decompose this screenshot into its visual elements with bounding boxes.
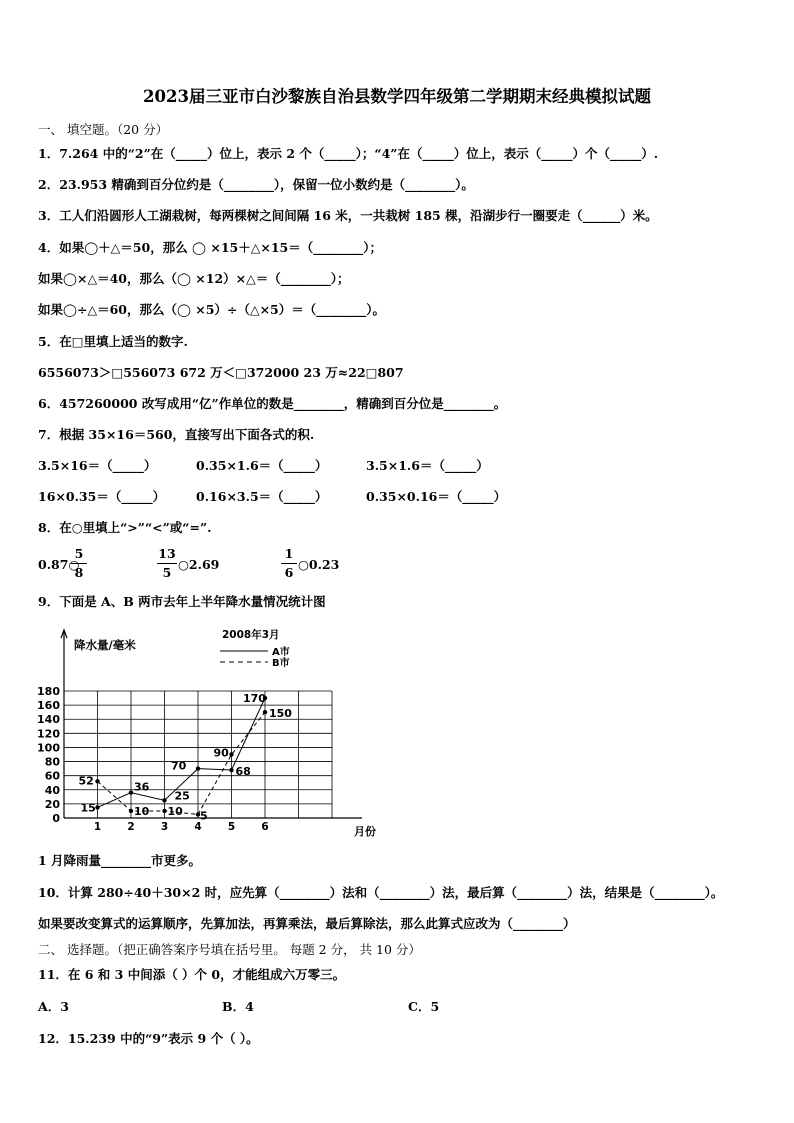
- fraction-numerator: 13: [158, 546, 176, 561]
- y-tick-label: 140: [37, 713, 60, 727]
- question-7: 7．根据 35×16＝560，直接写出下面各式的积.: [38, 427, 315, 442]
- data-point: [162, 798, 166, 802]
- data-point: [95, 805, 99, 809]
- data-label: 25: [174, 789, 190, 803]
- x-tick-label: 6: [261, 821, 269, 833]
- fraction-numerator: 5: [74, 546, 84, 561]
- question-11: 11．在 6 和 3 中间添（ ）个 0，才能组成六万零三。: [38, 967, 346, 982]
- y-tick-label: 80: [44, 755, 60, 769]
- data-label: 170: [243, 692, 266, 706]
- q8-b-fraction: [157, 547, 177, 580]
- x-tick-label: 5: [227, 821, 236, 833]
- question-4c: 如果◯÷△＝60，那么（◯ ×5）÷（△×5）＝（________）。: [38, 302, 385, 317]
- data-label: 15: [80, 801, 96, 815]
- data-point: [95, 779, 99, 783]
- y-tick-label: 60: [44, 769, 60, 783]
- question-6: 6．457260000 改写成用“亿”作单位的数是________，精确到百分位是________。: [38, 396, 507, 411]
- question-9-fill: 1 月降雨量________市更多。: [38, 853, 202, 868]
- y-tick-label: 40: [44, 783, 60, 797]
- q8-a-left: 0.87○: [38, 557, 80, 572]
- x-tick-label: 1: [93, 821, 102, 833]
- y-tick-label: 0: [52, 812, 60, 825]
- x-axis-label: 月份: [354, 825, 376, 838]
- data-label: 52: [78, 774, 94, 788]
- data-point: [129, 790, 133, 794]
- data-label: 10: [167, 804, 183, 818]
- q8-c-fraction: [281, 547, 297, 580]
- x-tick-label: 3: [160, 821, 169, 833]
- data-point: [263, 710, 267, 714]
- fraction-bar: [281, 563, 297, 564]
- q7-item: 0.35×0.16＝（_____）: [366, 489, 507, 504]
- x-tick-label: 4: [194, 821, 202, 833]
- fraction-bar: [157, 563, 177, 564]
- x-tick-label: 2: [127, 821, 135, 833]
- section-choice-heading: 二、 选择题。（把正确答案序号填在括号里。 每题 2 分， 共 10 分）: [38, 942, 421, 957]
- legend-label: A市: [272, 647, 290, 658]
- y-tick-label: 100: [37, 741, 60, 755]
- q8-c-right: ○0.23: [298, 557, 340, 572]
- fraction-denominator: 8: [74, 565, 84, 580]
- y-axis-label: 降水量/毫米: [74, 638, 136, 652]
- data-label: 70: [171, 759, 187, 773]
- data-label: 68: [235, 765, 251, 779]
- q8-b-right: ○2.69: [178, 557, 220, 572]
- question-10a: 10．计算 280÷40＋30×2 时，应先算（________）法和（________）法，最后算（________）法，结果是（________）。: [38, 885, 724, 900]
- question-5-items: 6556073＞□556073 672 万＜□372000 23 万≈22□807: [38, 365, 404, 380]
- y-tick-label: 20: [44, 797, 60, 811]
- data-label: 150: [269, 707, 292, 721]
- rainfall-line-chart: [30, 620, 376, 842]
- q8-a-fraction: [71, 547, 87, 580]
- y-tick-label: 160: [37, 699, 60, 713]
- question-4b: 如果◯×△＝40，那么（◯ ×12）×△＝（________）；: [38, 271, 350, 286]
- data-point: [196, 766, 200, 770]
- question-5: 5．在□里填上适当的数字.: [38, 334, 188, 349]
- question-10b: 如果要改变算式的运算顺序，先算加法，再算乘法，最后算除法，那么此算式应改为（________）: [38, 916, 576, 931]
- q7-item: 16×0.35＝（_____）: [38, 489, 166, 504]
- data-point: [229, 768, 233, 772]
- data-point: [162, 809, 166, 813]
- fraction-numerator: 1: [284, 546, 294, 561]
- fraction-denominator: 6: [284, 565, 294, 580]
- question-4a: 4．如果◯＋△＝50，那么 ◯ ×15＋△×15＝（________）；: [38, 240, 382, 255]
- fraction-denominator: 5: [162, 565, 172, 580]
- chart-title: 2008年3月: [222, 629, 280, 641]
- q7-item: 0.16×3.5＝（_____）: [196, 489, 328, 504]
- data-label: 5: [200, 809, 208, 823]
- data-point: [129, 809, 133, 813]
- q7-item: 3.5×1.6＝（_____）: [366, 458, 489, 473]
- data-label: 36: [134, 780, 150, 794]
- data-label: 90: [213, 746, 229, 760]
- q7-item: 3.5×16＝（_____）: [38, 458, 157, 473]
- fraction-bar: [71, 563, 87, 564]
- data-label: 10: [134, 804, 150, 818]
- question-1: 1．7.264 中的“2”在（_____）位上，表示 2 个（_____）；“4”在（_____）位上，表示（_____）个（_____）.: [38, 146, 659, 161]
- q7-item: 0.35×1.6＝（_____）: [196, 458, 328, 473]
- question-3: 3．工人们沿圆形人工湖栽树，每两棵树之间间隔 16 米，一共栽树 185 棵，沿湖步行一圈要走（______）米。: [38, 208, 658, 223]
- section-fill-in-heading: 一、 填空题。（20 分）: [38, 122, 169, 137]
- data-point: [229, 752, 233, 756]
- q11-option-a: A．3: [38, 999, 69, 1014]
- y-tick-label: 120: [37, 727, 60, 741]
- question-9: 9．下面是 A、B 两市去年上半年降水量情况统计图: [38, 594, 326, 609]
- question-12: 12．15.239 中的“9”表示 9 个（ ）。: [38, 1031, 259, 1046]
- legend-label: B市: [272, 658, 290, 669]
- question-2: 2．23.953 精确到百分位约是（________），保留一位小数约是（________）。: [38, 177, 474, 192]
- page-title: 2023届三亚市白沙黎族自治县数学四年级第二学期期末经典模拟试题: [143, 87, 651, 106]
- q11-option-b: B．4: [222, 999, 254, 1014]
- q11-option-c: C．5: [408, 999, 440, 1014]
- question-8: 8．在○里填上“>”“<”或“=”.: [38, 520, 212, 535]
- y-tick-label: 180: [37, 685, 60, 698]
